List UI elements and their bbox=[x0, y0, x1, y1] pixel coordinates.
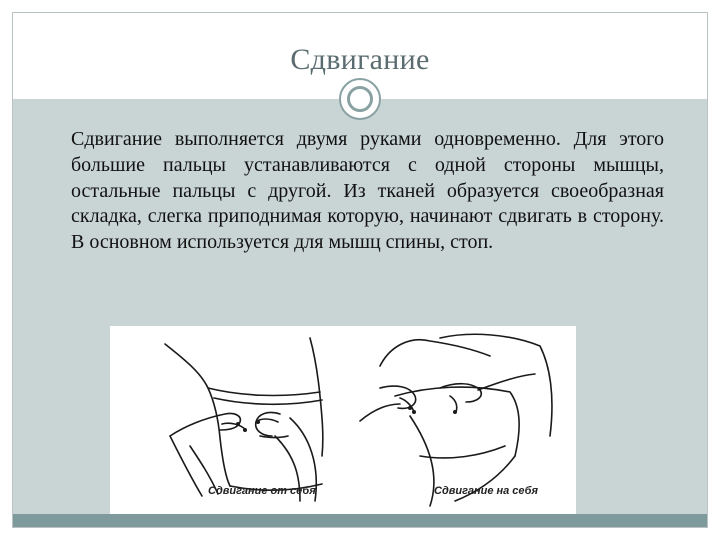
inner-circle-icon bbox=[347, 86, 373, 112]
left-caption: Сдвигание от себя bbox=[208, 485, 316, 497]
massage-illustration bbox=[110, 326, 576, 514]
body-paragraph: Сдвигание выполняется двумя руками одновременно. Для этого большие пальцы устанавливаются с одной стороны мышцы, остальные пальцы с другой. Из тканей образуется своеобразная складка, слегка приподнимая которую, начинают сдвигать в сторону. В основном используется для мышц спины, стоп. bbox=[71, 128, 664, 254]
slide-title: Сдвигание bbox=[290, 43, 430, 76]
band-bottom-strip bbox=[13, 514, 707, 527]
right-caption: Сдвигание на себя bbox=[434, 485, 538, 497]
circle-ornament-icon bbox=[339, 78, 381, 120]
